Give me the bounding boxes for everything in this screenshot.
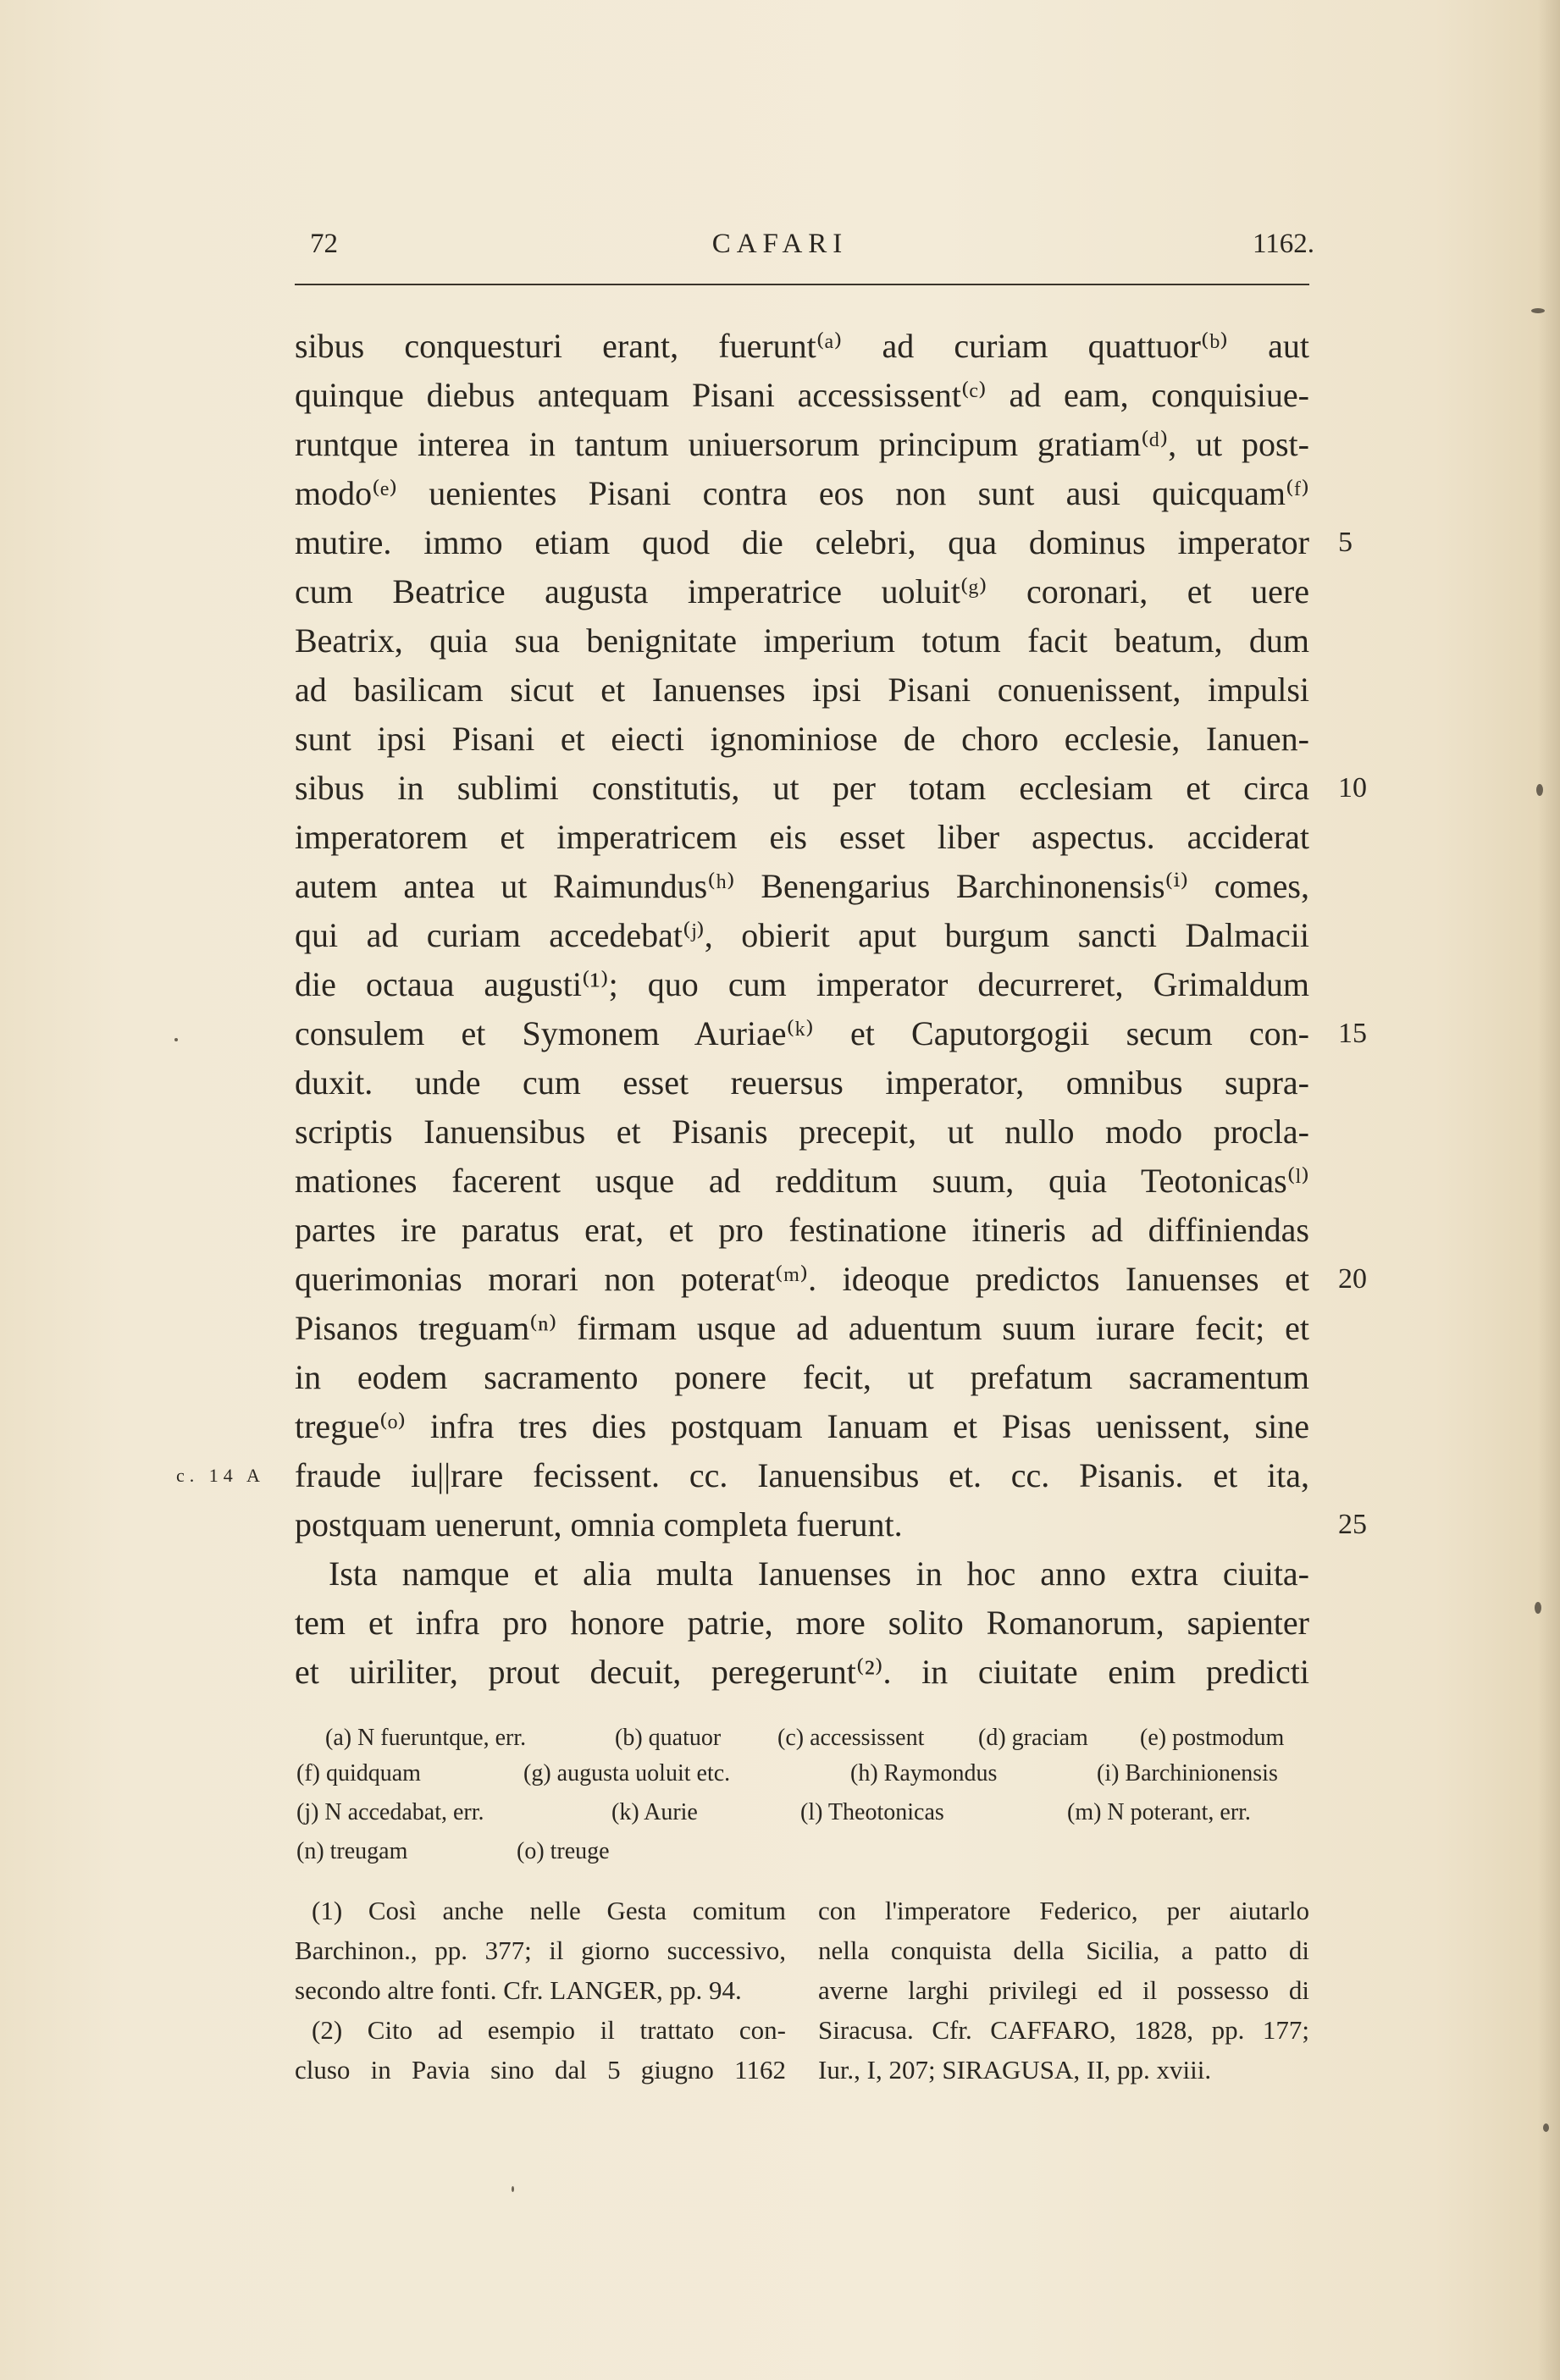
variant-note: (n) treugam [296,1838,408,1864]
variant-note: (l) Theotonicas [800,1799,944,1825]
variant-note: (a) N fueruntque, err. [325,1725,527,1751]
paper-mark [174,1038,178,1041]
paper-mark [1543,2123,1549,2132]
footnote-line: (1) Così anche nelle Gesta comitum [312,1896,786,1925]
text-line: die octaua augusti⁽¹⁾; quo cum imperator decurreret, Grimaldum [295,965,1309,1003]
text-line: mationes facerent usque ad redditum suum, quia Teotonicas⁽ˡ⁾ [295,1162,1309,1200]
running-title: CAFARI [711,229,849,259]
text-line: qui ad curiam accedebat⁽ʲ⁾, obierit aput burgum sancti Dalmacii [295,916,1309,954]
paper-mark [1535,1602,1541,1614]
text-line: autem antea ut Raimundus⁽ʰ⁾ Benengarius Barchinonensis⁽ⁱ⁾ comes, [295,867,1309,905]
footnote-line: con l'imperatore Federico, per aiutarlo [818,1896,1309,1925]
margin-folio-note: c. 14 A [176,1465,265,1486]
page-edge-shadow [1538,0,1560,2380]
text-line: in eodem sacramento ponere fecit, ut prefatum sacramentum [295,1358,1309,1396]
variant-note: (f) quidquam [296,1760,421,1786]
paper-mark [512,2186,514,2192]
line-number: 5 [1338,527,1353,558]
text-line: duxit. unde cum esset reuersus imperator, omnibus supra- [295,1063,1309,1102]
footnote-line: averne larghi privilegi ed il possesso di [818,1975,1309,2005]
text-line: quinque diebus antequam Pisani accessissent⁽ᶜ⁾ ad eam, conquisiue- [295,376,1309,414]
text-line: Ista namque et alia multa Ianuenses in hoc anno extra ciuita- [329,1554,1309,1593]
text-line: sibus in sublimi constitutis, ut per totam ecclesiam et circa [295,769,1309,807]
line-number: 25 [1338,1509,1367,1540]
header-year: 1162. [1252,229,1314,259]
text-line: scriptis Ianuensibus et Pisanis precepit, ut nullo modo procla- [295,1113,1309,1151]
text-line: et uiriliter, prout decuit, peregerunt⁽²⁾. in ciuitate enim predicti [295,1653,1309,1691]
line-number: 10 [1338,772,1367,803]
text-line: ad basilicam sicut et Ianuenses ipsi Pisani conuenissent, impulsi [295,671,1309,709]
footnote-line: Barchinon., pp. 377; il giorno successivo, [295,1935,786,1965]
variant-note: (h) Raymondus [850,1760,998,1786]
text-line: modo⁽ᵉ⁾ uenientes Pisani contra eos non sunt ausi quicquam⁽ᶠ⁾ [295,474,1309,512]
page-number: 72 [310,229,338,259]
text-line: mutire. immo etiam quod die celebri, qua dominus imperator [295,523,1309,561]
paper-mark [1531,308,1545,313]
text-line: Pisanos treguam⁽ⁿ⁾ firmam usque ad aduentum suum iurare fecit; et [295,1309,1309,1347]
variant-note: (d) graciam [978,1725,1088,1751]
text-line: imperatorem et imperatricem eis esset liber aspectus. acciderat [295,818,1309,856]
text-line: Beatrix, quia sua benignitate imperium totum facit beatum, dum [295,621,1309,660]
variant-note: (g) augusta uoluit etc. [523,1760,731,1786]
variant-note: (j) N accedabat, err. [296,1799,484,1825]
text-line: fraude iu||rare fecissent. cc. Ianuensibus et. cc. Pisanis. et ita, [295,1456,1309,1494]
text-line: tem et infra pro honore patrie, more solito Romanorum, sapienter [295,1604,1309,1642]
footnote-line: Siracusa. Cfr. CAFFARO, 1828, pp. 177; [818,2015,1309,2045]
footnote-line: cluso in Pavia sino dal 5 giugno 1162 [295,2055,786,2085]
footnote-line: Iur., I, 207; SIRAGUSA, II, pp. xviii. [818,2055,1212,2085]
variant-note: (b) quatuor [615,1725,722,1751]
variant-note: (k) Aurie [611,1799,698,1825]
header-rule [295,284,1309,285]
footnote-line: nella conquista della Sicilia, a patto di [818,1935,1309,1965]
text-line: querimonias morari non poterat⁽ᵐ⁾. ideoque predictos Ianuenses et [295,1260,1309,1298]
variant-note: (i) Barchinionensis [1097,1760,1278,1786]
line-number: 20 [1338,1263,1367,1295]
text-line: cum Beatrice augusta imperatrice uoluit⁽ᵍ⁾ coronari, et uere [295,572,1309,610]
text-line: consulem et Symonem Auriae⁽ᵏ⁾ et Caputorgogii secum con- [295,1014,1309,1052]
footnote-line: (2) Cito ad esempio il trattato con- [312,2015,786,2045]
variant-note: (c) accessissent [777,1725,925,1751]
text-line: partes ire paratus erat, et pro festinatione itineris ad diffiniendas [295,1211,1309,1249]
text-line: tregue⁽ᵒ⁾ infra tres dies postquam Ianuam et Pisas uenissent, sine [295,1407,1309,1445]
paper-mark [1536,784,1543,796]
text-line: postquam uenerunt, omnia completa fuerunt. [295,1505,903,1543]
line-number: 15 [1338,1018,1367,1049]
variant-note: (m) N poterant, err. [1067,1799,1251,1825]
variant-note: (o) treuge [517,1838,610,1864]
text-line: runtque interea in tantum uniuersorum principum gratiam⁽ᵈ⁾, ut post- [295,425,1309,463]
footnote-line: secondo altre fonti. Cfr. LANGER, pp. 94. [295,1975,742,2005]
variant-note: (e) postmodum [1140,1725,1285,1751]
text-line: sibus conquesturi erant, fuerunt⁽ᵃ⁾ ad curiam quattuor⁽ᵇ⁾ aut [295,327,1309,365]
text-line: sunt ipsi Pisani et eiecti ignominiose de choro ecclesie, Ianuen- [295,720,1309,758]
